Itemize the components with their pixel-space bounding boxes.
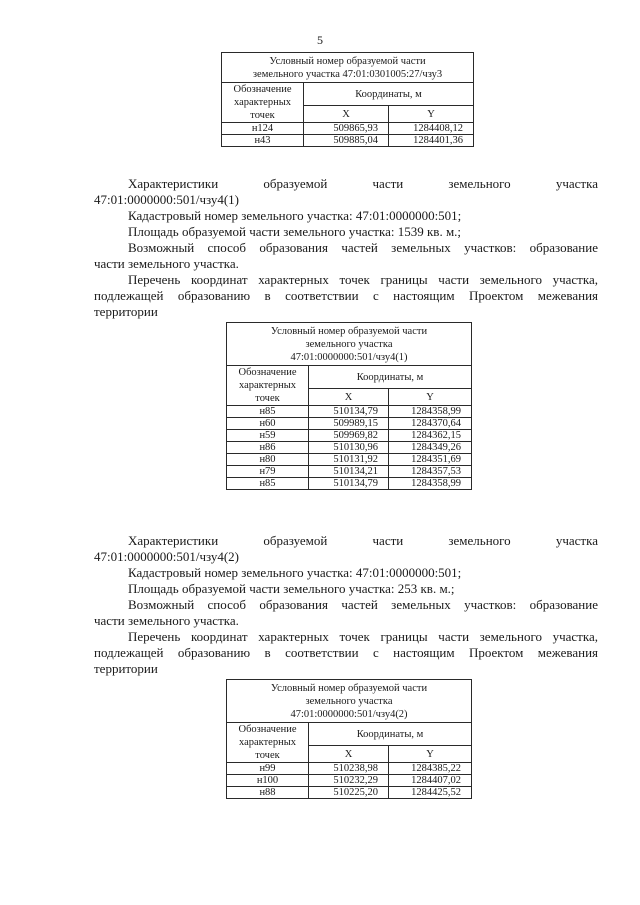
coordinates-list-intro-cont: подлежащей образованию в соответствии с настоящим Проектом межевания: [94, 645, 598, 660]
cadastral-number: Кадастровый номер земельного участка: 47:01:0000000:501;: [128, 208, 462, 223]
header-designation: Обозначение характерных точек: [227, 723, 309, 763]
table-caption: Условный номер образуемой части земельного участка 47:01:0301005:27/чзу3: [222, 53, 474, 83]
characteristics-number: 47:01:0000000:501/чзу4(2): [94, 549, 240, 564]
table-row: н85 510134,79 1284358,99: [227, 406, 472, 418]
area: Площадь образуемой части земельного участка: 1539 кв. м.;: [128, 224, 462, 239]
area: Площадь образуемой части земельного участка: 253 кв. м.;: [128, 581, 455, 596]
page-number: 5: [317, 33, 323, 47]
table-row: н99 510238,98 1284385,22: [227, 763, 472, 775]
header-coordinates: Координаты, м: [309, 723, 472, 746]
characteristics-number: 47:01:0000000:501/чзу4(1): [94, 192, 240, 207]
table-row: н85 510134,79 1284358,99: [227, 478, 472, 490]
formation-method: Возможный способ образования частей земельных участков: образование: [128, 240, 598, 255]
table-row: н88 510225,20 1284425,52: [227, 787, 472, 799]
coordinates-list-intro: Перечень координат характерных точек границы части земельного участка,: [128, 272, 598, 287]
characteristics-heading: Характеристики образуемой части земельного участка: [128, 533, 598, 548]
header-coordinates: Координаты, м: [309, 366, 472, 389]
characteristics-heading: Характеристики образуемой части земельного участка: [128, 176, 598, 191]
cadastral-number: Кадастровый номер земельного участка: 47:01:0000000:501;: [128, 565, 462, 580]
table-row: н100 510232,29 1284407,02: [227, 775, 472, 787]
section-chzu4-1-text: [94, 176, 598, 320]
table-row: н59 509969,82 1284362,15: [227, 430, 472, 442]
header-designation: Обозначение характерных точек: [222, 83, 304, 123]
header-x: X: [304, 106, 389, 123]
header-x: X: [309, 389, 389, 406]
table-row: н79 510134,21 1284357,53: [227, 466, 472, 478]
header-y: Y: [389, 106, 474, 123]
coordinates-table-chzu3: [221, 52, 474, 147]
table-row: н60 509989,15 1284370,64: [227, 418, 472, 430]
coordinates-table-chzu4-1: [226, 322, 472, 490]
coordinates-list-intro-cont: подлежащей образованию в соответствии с настоящим Проектом межевания: [94, 288, 598, 303]
table-row: н80 510131,92 1284351,69: [227, 454, 472, 466]
table-row: н124 509865,93 1284408,12: [222, 123, 474, 135]
coordinates-list-intro-end: территории: [94, 661, 158, 676]
header-coordinates: Координаты, м: [304, 83, 474, 106]
section-chzu4-2-text: [94, 533, 598, 677]
header-x: X: [309, 746, 389, 763]
table-caption: Условный номер образуемой части земельного участка 47:01:0000000:501/чзу4(2): [227, 680, 472, 723]
header-designation: Обозначение характерных точек: [227, 366, 309, 406]
formation-method-cont: части земельного участка.: [94, 613, 239, 628]
formation-method: Возможный способ образования частей земельных участков: образование: [128, 597, 598, 612]
coordinates-table-chzu4-2: [226, 679, 472, 799]
formation-method-cont: части земельного участка.: [94, 256, 239, 271]
coordinates-list-intro-end: территории: [94, 304, 158, 319]
table-row: н86 510130,96 1284349,26: [227, 442, 472, 454]
coordinates-list-intro: Перечень координат характерных точек границы части земельного участка,: [128, 629, 598, 644]
header-y: Y: [389, 746, 472, 763]
table-caption: Условный номер образуемой части земельного участка 47:01:0000000:501/чзу4(1): [227, 323, 472, 366]
header-y: Y: [389, 389, 472, 406]
table-row: н43 509885,04 1284401,36: [222, 135, 474, 147]
